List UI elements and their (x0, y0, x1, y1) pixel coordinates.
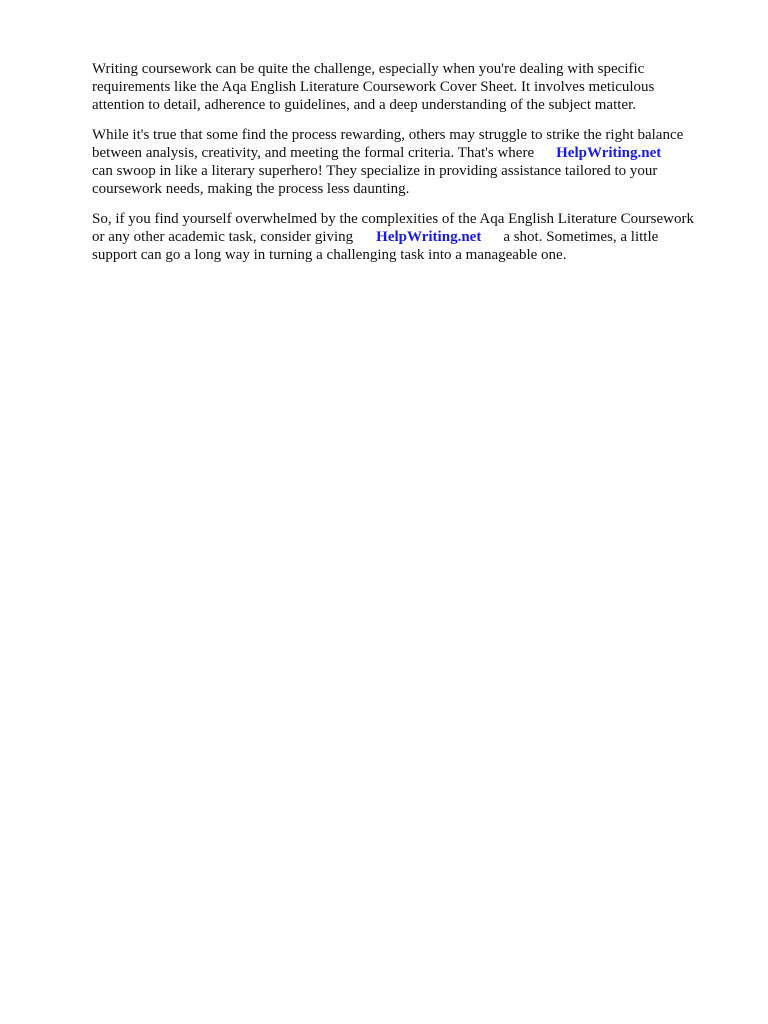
text-line: So, if you find yourself overwhelmed by the complexities of the Aqa English Literature Coursework (92, 211, 694, 227)
text-segment: a shot. Sometimes, a little (503, 229, 659, 245)
text-line-with-link (92, 228, 732, 246)
text-line: support can go a long way in turning a challenging task into a manageable one. (92, 247, 567, 263)
text-line: Writing coursework can be quite the challenge, especially when you're dealing with specific (92, 61, 645, 77)
text-line: While it's true that some find the process rewarding, others may struggle to strike the right balance (92, 127, 684, 143)
document-body (92, 60, 732, 276)
text-line: attention to detail, adherence to guidelines, and a deep understanding of the subject matter. (92, 97, 636, 113)
paragraph-service (92, 126, 732, 198)
paragraph-conclusion (92, 210, 732, 264)
text-line: can swoop in like a literary superhero! They specialize in providing assistance tailored to your (92, 163, 658, 179)
text-segment: between analysis, creativity, and meeting the formal criteria. That's where (92, 145, 535, 161)
paragraph-intro (92, 60, 732, 114)
text-line: requirements like the Aqa English Literature Coursework Cover Sheet. It involves meticulous (92, 79, 655, 95)
text-line: coursework needs, making the process less daunting. (92, 181, 410, 197)
helpwriting-link[interactable]: HelpWriting.net (556, 145, 662, 161)
helpwriting-link[interactable]: HelpWriting.net (376, 229, 482, 245)
text-line-with-link (92, 144, 732, 162)
text-segment: or any other academic task, consider giving (92, 229, 354, 245)
